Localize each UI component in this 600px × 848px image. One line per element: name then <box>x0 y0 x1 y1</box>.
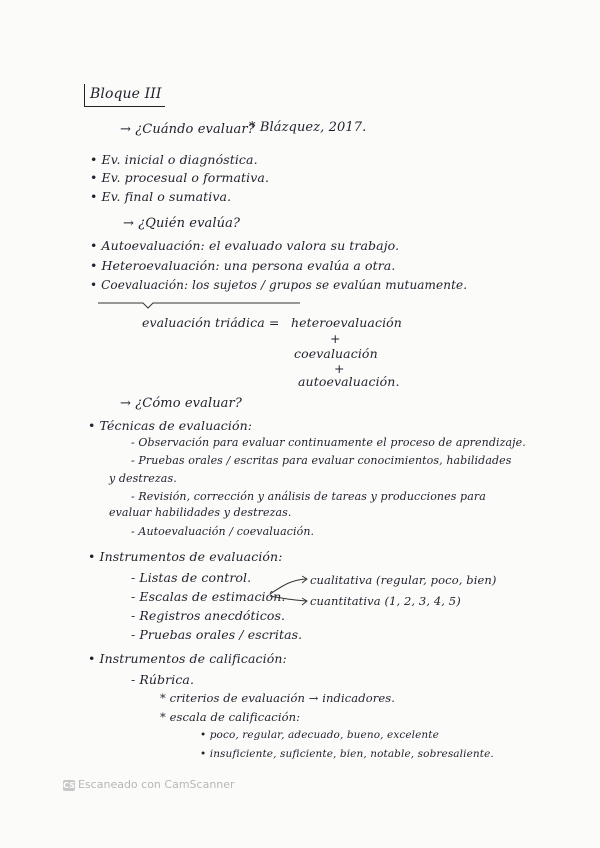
list-item: • Ev. procesual o formativa. <box>90 170 270 185</box>
list-item: • poco, regular, adecuado, bueno, excelente <box>200 729 439 741</box>
question-cuando: → ¿Cuándo evaluar? <box>120 122 255 137</box>
camscanner-watermark <box>63 778 235 791</box>
triadic-hetero: heteroevaluación <box>291 315 402 330</box>
list-item: - Observación para evaluar continuamente el proceso de aprendizaje. <box>131 436 526 449</box>
list-item: • Heteroevaluación: una persona evalúa a otra. <box>90 258 396 273</box>
list-item-text: Heteroevaluación: una persona evalúa a otra. <box>101 258 396 273</box>
camscanner-icon: CS <box>63 780 75 790</box>
arrow-cuantitativa <box>270 596 306 601</box>
arrow-head <box>302 598 307 605</box>
list-item: - Listas de control. <box>131 570 252 585</box>
list-item: - Escalas de estimación. <box>131 589 286 604</box>
citation: * Blázquez, 2017. <box>249 120 367 135</box>
list-item: - Pruebas orales / escritas para evaluar conocimientos, habilidades <box>131 454 512 467</box>
list-item: - Registros anecdóticos. <box>131 608 286 623</box>
list-item: • Autoevaluación: el evaluado valora su trabajo. <box>90 238 400 253</box>
list-item: • insuficiente, suficiente, bien, notable, sobresaliente. <box>200 748 494 760</box>
list-item-text: Ev. final o sumativa. <box>101 189 232 204</box>
question-como: → ¿Cómo evaluar? <box>120 396 242 411</box>
list-item: • Ev. final o sumativa. <box>90 189 232 204</box>
list-item: • Ev. inicial o diagnóstica. <box>90 152 258 167</box>
triadic-coeval: coevaluación <box>294 346 378 361</box>
watermark-text: Escaneado con CamScanner <box>78 778 235 791</box>
arrow-cualitativa <box>270 579 306 594</box>
heading-text: Instrumentos de evaluación: <box>99 549 283 564</box>
section-heading-instrumentos-calif: • Instrumentos de calificación: <box>88 651 287 666</box>
triadic-left: evaluación triádica = <box>142 315 280 330</box>
section-heading-tecnicas: • Técnicas de evaluación: <box>88 418 253 433</box>
list-item: - Autoevaluación / coevaluación. <box>131 525 315 538</box>
list-item-text: Autoevaluación: el evaluado valora su trabajo. <box>101 238 400 253</box>
cualitativa-note: cualitativa (regular, poco, bien) <box>310 573 497 587</box>
list-item: evaluar habilidades y destrezas. <box>109 506 292 519</box>
page-title: Bloque III <box>90 86 162 102</box>
brace-line <box>98 303 300 308</box>
cuantitativa-note: cuantitativa (1, 2, 3, 4, 5) <box>310 594 461 608</box>
list-item-text: Coevaluación: los sujetos / grupos se evalúan mutuamente. <box>101 278 468 292</box>
list-item: * escala de calificación: <box>160 710 301 724</box>
plus-sign: + <box>330 331 341 346</box>
heading-text: Instrumentos de calificación: <box>99 651 287 666</box>
list-item: y destrezas. <box>109 472 177 485</box>
question-quien: → ¿Quién evalúa? <box>123 216 241 231</box>
plus-sign: + <box>334 361 345 376</box>
section-heading-instrumentos-eval: • Instrumentos de evaluación: <box>88 549 283 564</box>
list-item: - Pruebas orales / escritas. <box>131 627 303 642</box>
list-item-text: Ev. inicial o diagnóstica. <box>101 152 258 167</box>
list-item-text: Ev. procesual o formativa. <box>101 170 270 185</box>
list-item: - Revisión, corrección y análisis de tareas y producciones para <box>131 490 486 503</box>
heading-text: Técnicas de evaluación: <box>99 418 253 433</box>
list-item: * criterios de evaluación → indicadores. <box>160 691 395 705</box>
list-item: • Coevaluación: los sujetos / grupos se evalúan mutuamente. <box>90 278 468 292</box>
list-item: - Rúbrica. <box>131 672 195 687</box>
triadic-autoeval: autoevaluación. <box>298 374 400 389</box>
